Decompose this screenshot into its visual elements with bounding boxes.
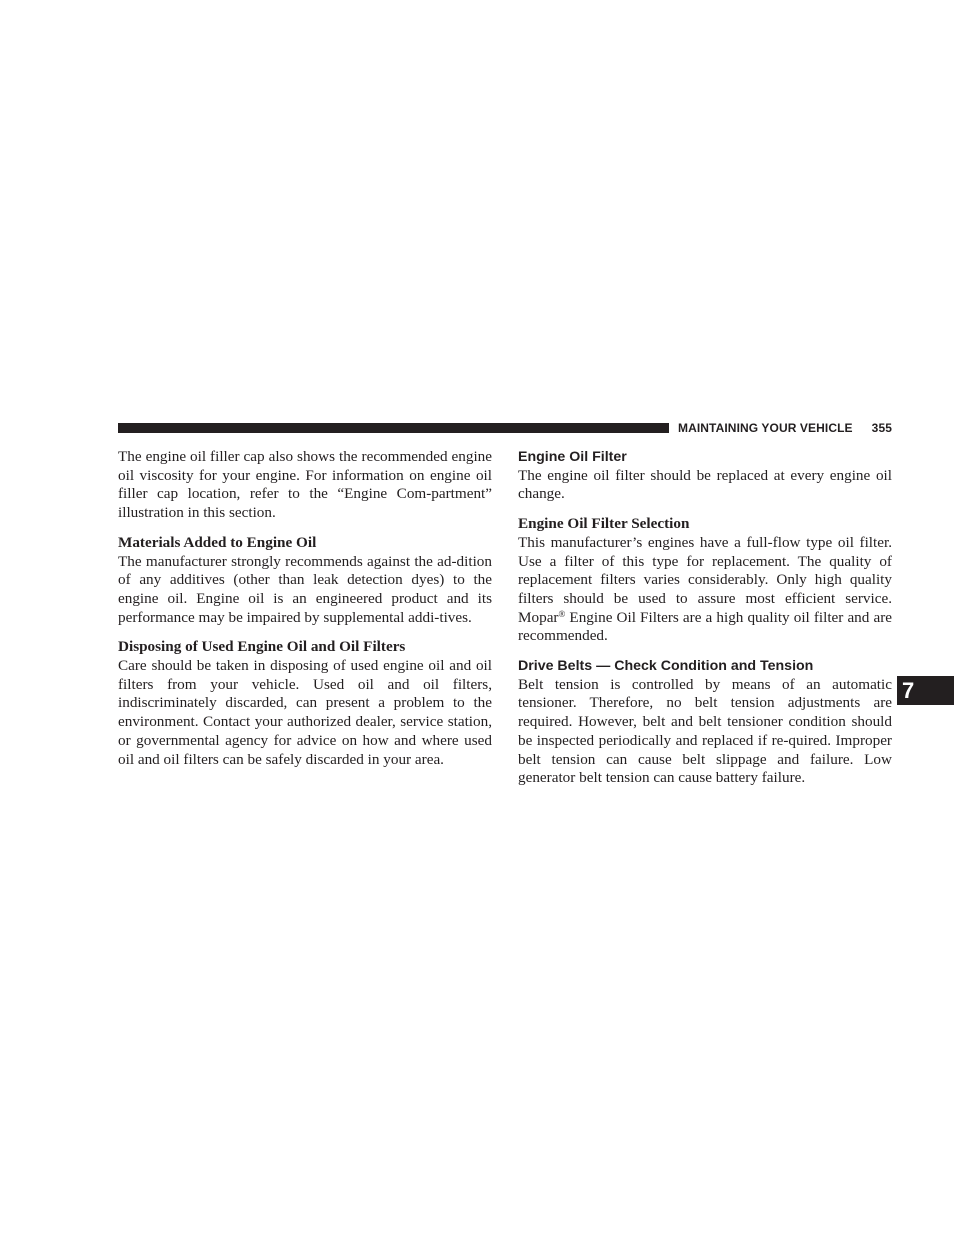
filter-selection-text-start: This manufacturer’s engines have a full-flow type oil filter. Use a filter of this type for replacement. The quality of replacement filters varies considerably. Only high quality filters should be used to assure most efficient service. Mopar [518,533,892,626]
materials-added-paragraph: The manufacturer strongly recommends against the ad-dition of any additives (other than leak detection dyes) to the engine oil. Engine oil is an engineered product and its performance may be impaired by supplemental addi-tives. [118,552,492,626]
disposing-oil-paragraph: Care should be taken in disposing of used engine oil and oil filters from your vehicle. Used oil and oil filters, indiscriminately discarded, can present a problem to the environment. Contact your authorized dealer, service station, or governmental agency for advice on how and where used oil and oil filters can be safely discarded in your area. [118,657,492,768]
section-title: MAINTAINING YOUR VEHICLE [678,421,853,435]
registered-trademark: ® [558,608,566,619]
drive-belts-heading: Drive Belts — Check Condition and Tension [518,658,814,675]
running-header [678,420,892,436]
intro-paragraph: The engine oil filler cap also shows the recommended engine oil viscosity for your engine. For information on engine oil filler cap location, refer to the “Engine Com-partment” illustration in this section. [118,448,492,522]
filter-selection-text-end: Engine Oil Filters are a high quality oil filter and are recommended. [518,608,892,645]
filter-selection-paragraph [518,534,892,646]
left-column [118,448,492,769]
header-rule [118,423,669,433]
chapter-tab: 7 [897,676,954,705]
engine-oil-filter-heading: Engine Oil Filter [518,449,627,465]
drive-belts-paragraph: Belt tension is controlled by means of an automatic tensioner. Therefore, no belt tension adjustments are required. However, belt and belt tensioner condition should be inspected periodically and replaced if re-quired. Improper belt tension can cause belt slippage and failure. Low generator belt tension can cause battery failure. [518,675,892,787]
materials-added-heading: Materials Added to Engine Oil [118,533,317,551]
engine-oil-filter-paragraph: The engine oil filter should be replaced at every engine oil change. [518,466,892,503]
filter-selection-heading: Engine Oil Filter Selection [518,515,690,533]
disposing-oil-heading: Disposing of Used Engine Oil and Oil Filters [118,638,406,656]
page-number: 355 [871,421,892,435]
right-column [518,448,892,788]
